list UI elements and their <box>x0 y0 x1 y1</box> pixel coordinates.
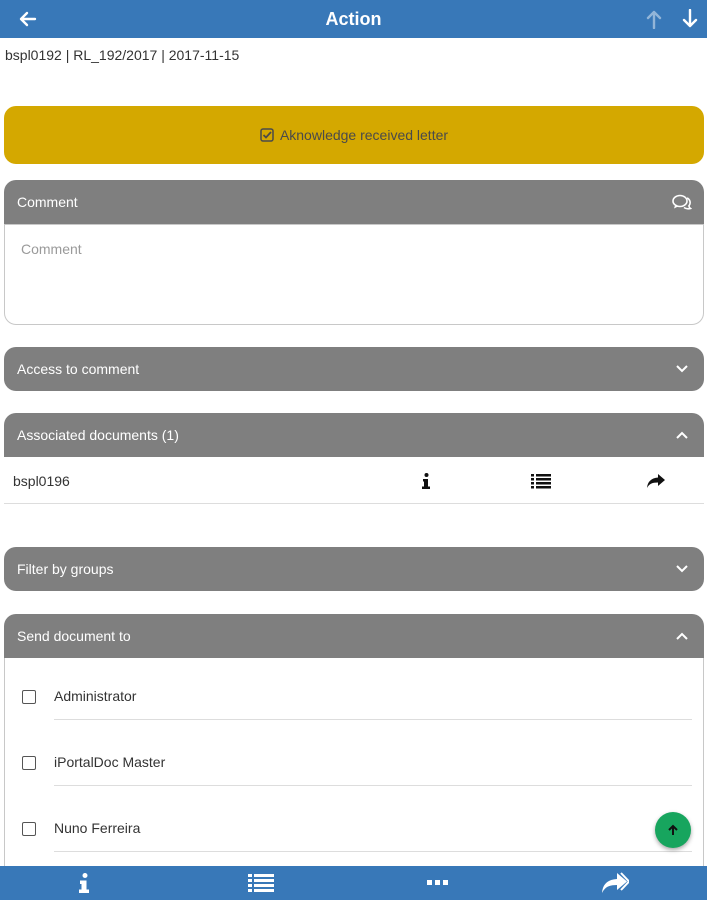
list-icon[interactable] <box>246 870 276 896</box>
more-icon[interactable] <box>423 870 453 896</box>
check-square-icon <box>260 128 274 142</box>
recipient-item[interactable] <box>5 806 705 850</box>
chevron-down-icon <box>672 559 692 579</box>
associated-document-name: bspl0196 <box>13 472 70 489</box>
send-document-to-title: Send document to <box>17 628 131 644</box>
filter-by-groups-header[interactable] <box>4 547 704 591</box>
arrow-up-icon[interactable] <box>640 6 668 32</box>
chevron-up-icon <box>672 626 692 646</box>
top-app-bar <box>0 0 707 38</box>
associated-documents-header[interactable] <box>4 413 704 457</box>
info-icon[interactable] <box>415 471 437 491</box>
comment-input[interactable] <box>4 224 704 325</box>
recipient-name: Nuno Ferreira <box>54 820 141 836</box>
info-icon[interactable] <box>69 870 99 896</box>
recipient-checkbox[interactable] <box>22 690 36 704</box>
divider <box>54 719 692 720</box>
associated-document-row <box>4 458 704 504</box>
recipient-checkbox[interactable] <box>22 822 36 836</box>
arrow-down-icon[interactable] <box>676 6 704 32</box>
arrow-up-icon <box>667 824 679 836</box>
comment-placeholder: Comment <box>21 241 82 257</box>
divider <box>54 851 692 852</box>
recipient-name: Administrator <box>54 688 137 704</box>
associated-documents-title: Associated documents (1) <box>17 427 179 443</box>
forward-icon[interactable] <box>600 870 630 896</box>
divider <box>54 785 692 786</box>
forward-icon[interactable] <box>645 471 667 491</box>
access-to-comment-title: Access to comment <box>17 361 140 377</box>
chevron-down-icon <box>672 359 692 379</box>
filter-by-groups-title: Filter by groups <box>17 561 114 577</box>
comment-panel-title: Comment <box>17 194 78 210</box>
recipient-list <box>4 658 704 868</box>
comments-icon <box>672 192 692 212</box>
recipient-item[interactable] <box>5 740 705 784</box>
comment-panel-header[interactable] <box>4 180 704 224</box>
access-to-comment-header[interactable] <box>4 347 704 391</box>
recipient-checkbox[interactable] <box>22 756 36 770</box>
recipient-name: iPortalDoc Master <box>54 754 166 770</box>
scroll-to-top-button[interactable] <box>655 812 691 848</box>
send-document-to-header[interactable] <box>4 614 704 658</box>
acknowledge-label: Aknowledge received letter <box>279 127 449 143</box>
recipient-item[interactable] <box>5 674 705 718</box>
chevron-up-icon <box>672 425 692 445</box>
arrow-left-icon[interactable] <box>14 6 42 32</box>
bottom-toolbar <box>0 866 707 900</box>
document-reference: bspl0192 | RL_192/2017 | 2017-11-15 <box>5 47 240 63</box>
list-icon[interactable] <box>530 471 552 491</box>
acknowledge-button[interactable] <box>4 106 704 164</box>
page-title: Action <box>325 8 382 29</box>
